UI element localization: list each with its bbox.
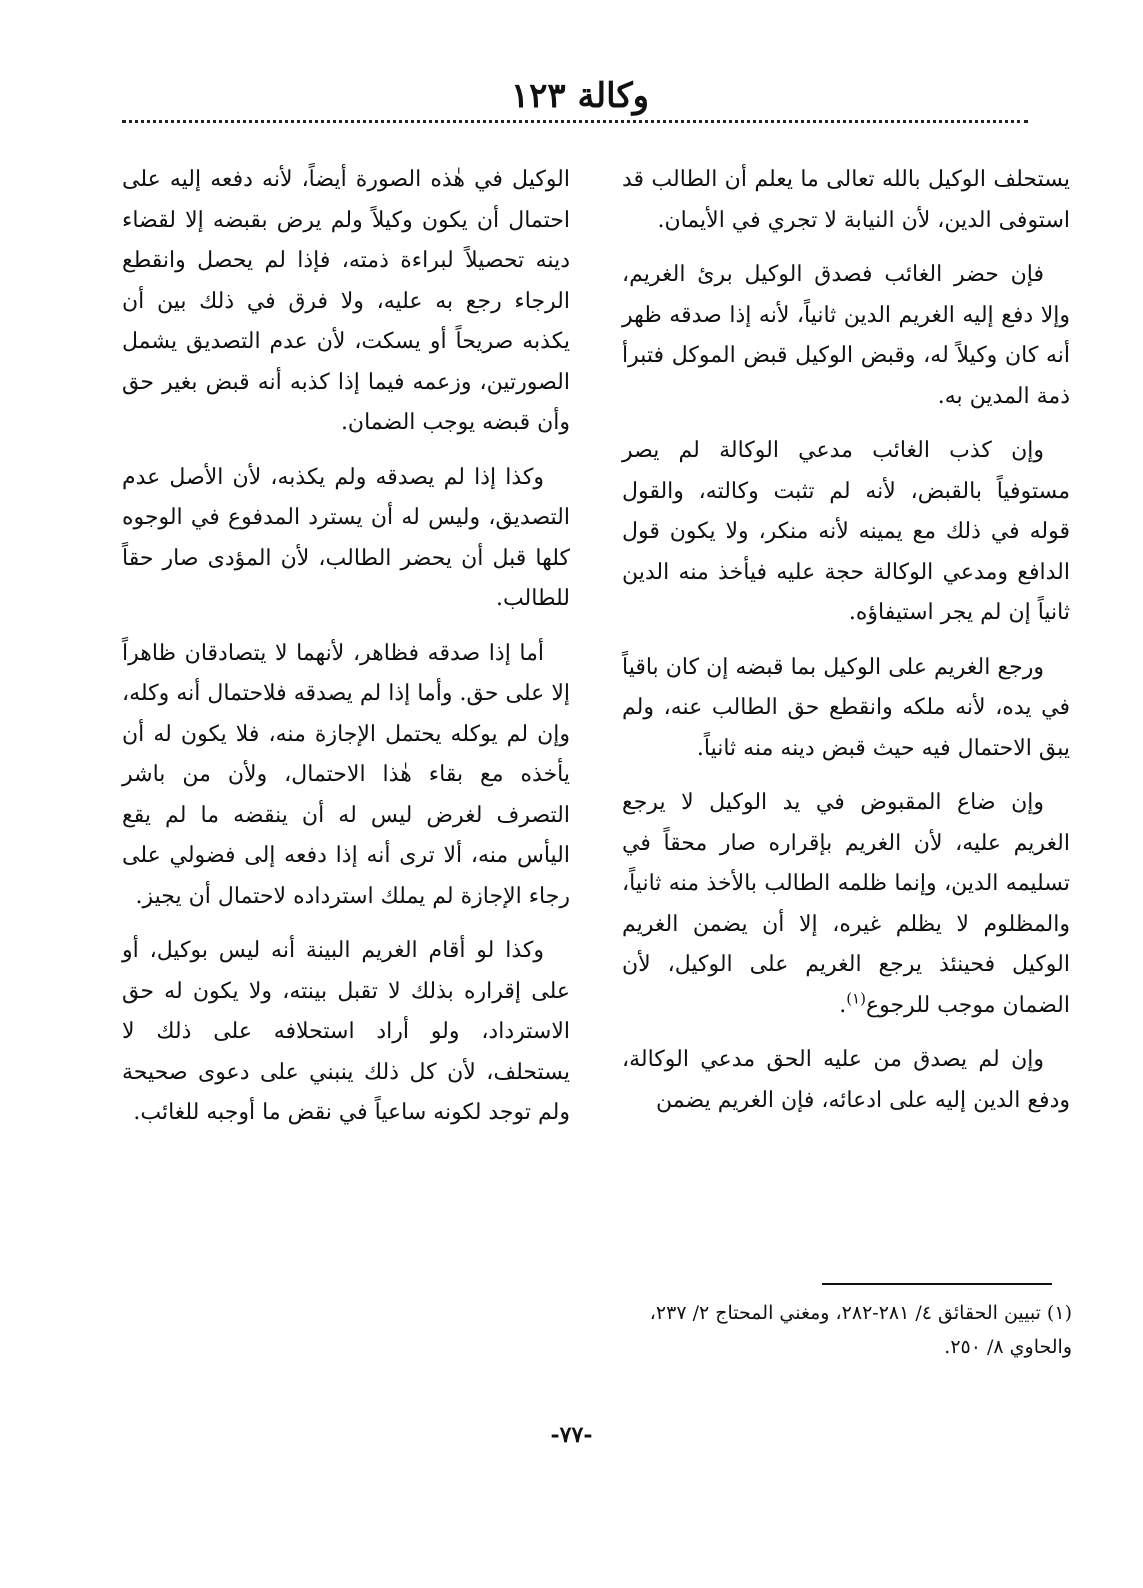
footnote-marker[interactable]: (١) — [846, 989, 866, 1008]
paragraph: وكذا إذا لم يصدقه ولم يكذبه، لأن الأصل عدم التصديق، وليس له أن يسترد المدفوع في الوجوه كلها قبل أن يحضر الطالب، لأن المؤدى صار حقاً للطالب. — [122, 464, 570, 611]
left-column — [122, 160, 570, 1148]
footnote-item: (١) تبيين الحقائق ٤/ ٢٨١-٢٨٢، ومغني المحتاج ٢/ ٢٣٧، والحاوي ٨/ ٢٥٠. — [649, 1302, 1072, 1358]
header-dotted-rule — [122, 120, 1028, 123]
footnote-separator — [822, 1283, 1052, 1285]
paragraph: وكذا لو أقام الغريم البينة أنه ليس بوكيل، أو على إقراره بذلك لا تقبل بينته، ولا يكون له حق الاسترداد، ولو أراد استحلافه على ذلك لا يستحلف، لأن كل ذلك ينبني على دعوى صحيحة ولم توجد لكونه ساعياً في نقض ما أوجبه للغائب. — [122, 938, 570, 1125]
paragraph-period: . — [839, 992, 847, 1018]
paragraph: أما إذا صدقه فظاهر، لأنهما لا يتصادقان ظاهراً إلا على حق. وأما إذا لم يصدقه فلاحتمال أنه وكله، وإن لم يوكله يحتمل الإجازة منه، فلا يكون له أن يأخذه مع بقاء هٰذا الاحتمال، ولأن من باشر التصرف لغرض ليس له أن ينقضه ما لم يقع اليأس منه، ألا ترى أنه إذا دفعه إلى فضولي على رجاء الإجازة لم يملك استرداده لاحتمال أن يجيز. — [122, 640, 570, 909]
paragraph: ورجع الغريم على الوكيل بما قبضه إن كان باقياً في يده، لأنه ملكه وانقطع حق الطالب عنه، ولم يبق الاحتمال فيه حيث قبض دينه منه ثانياً. — [622, 654, 1070, 761]
paragraph: يستحلف الوكيل بالله تعالى ما يعلم أن الطالب قد استوفى الدين، لأن النيابة لا تجري في الأيمان. — [622, 167, 1070, 233]
running-header: وكالة ١٢٣ — [510, 76, 650, 116]
right-column — [622, 160, 1070, 1135]
footnotes — [612, 1296, 1072, 1364]
page-number: -٧٧- — [550, 1422, 593, 1448]
paragraph: وإن كذب الغائب مدعي الوكالة لم يصر مستوفياً بالقبض، لأنه لم تثبت وكالته، والقول قوله في ذلك مع يمينه لأنه منكر، ولا يكون قول الدافع ومدعي الوكالة حجة عليه فيأخذ منه الدين ثانياً إن لم يجر استيفاؤه. — [622, 438, 1070, 625]
paragraph: وإن لم يصدق من عليه الحق مدعي الوكالة، ودفع الدين إليه على ادعائه، فإن الغريم يضمن — [622, 1047, 1070, 1113]
paragraph: الوكيل في هٰذه الصورة أيضاً، لأنه دفعه إليه على احتمال أن يكون وكيلاً ولم يرض بقبضه إلا لقضاء دينه تحصيلاً لبراءة ذمته، فإذا لم يحصل وانقطع الرجاء رجع به عليه، ولا فرق في ذلك بين أن يكذبه صريحاً أو يسكت، لأن عدم التصديق يشمل الصورتين، وزعمه فيما إذا كذبه أنه قبض بغير حق وأن قبضه يوجب الضمان. — [122, 167, 570, 435]
paragraph-with-footnote — [622, 783, 1070, 1026]
paragraph-text: وإن ضاع المقبوض في يد الوكيل لا يرجع الغريم عليه، لأن الغريم بإقراره صار محقاً في تسليمه الدين، وإنما ظلمه الطالب بالأخذ منه ثانياً، والمظلوم لا يظلم غيره، إلا أن يضمن الغريم الوكيل فحينئذ يرجع الغريم على الوكيل، لأن الضمان موجب للرجوع — [622, 790, 1070, 1018]
paragraph: فإن حضر الغائب فصدق الوكيل برئ الغريم، وإلا دفع إليه الغريم الدين ثانياً، لأنه إذا صدقه ظهر أنه كان وكيلاً له، وقبض الوكيل قبض الموكل فتبرأ ذمة المدين به. — [622, 262, 1070, 409]
